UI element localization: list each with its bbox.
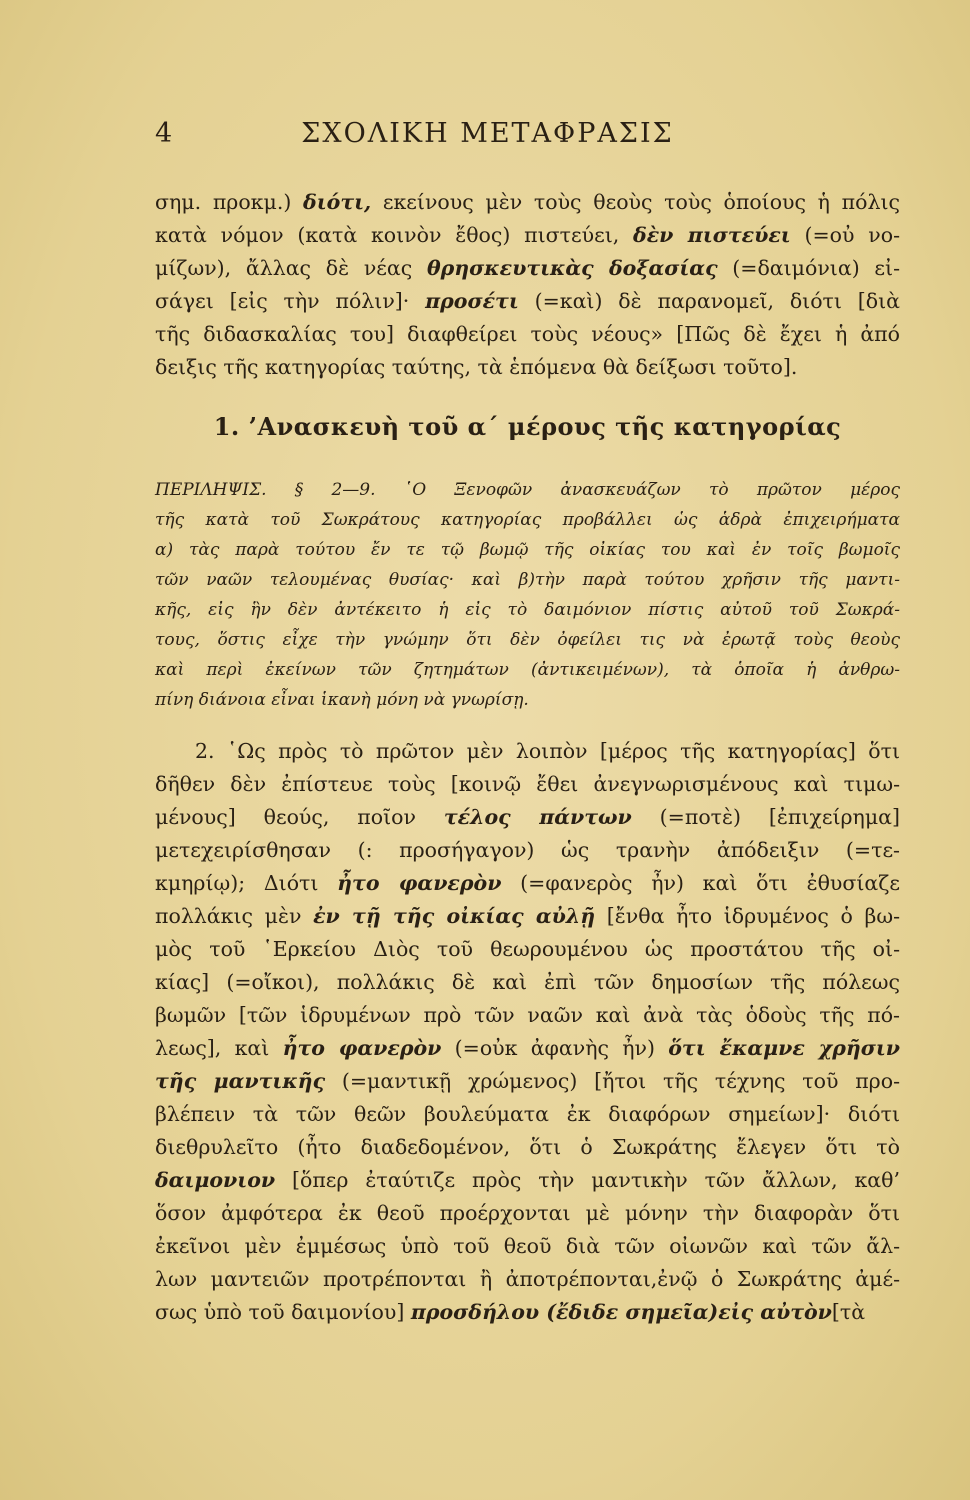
paragraph-line [155, 735, 900, 768]
text-run: τῶν ναῶν τελουμένας θυσίας· καὶ β)τὴν παρὰ τούτου χρῆσιν τῆς μαντι- [155, 570, 900, 590]
summary-line [155, 535, 900, 565]
emphasis-run: ἦτο φανερὸν [337, 871, 502, 895]
section-heading: 1. ’Ανασκευὴ τοῦ α΄ μέρους τῆς κατηγορίας [213, 412, 842, 441]
page-number: 4 [155, 118, 173, 149]
text-run: μὸς τοῦ ῾Ερκείου Διὸς τοῦ θεωρουμένου ὡς προστάτου τῆς οἰ- [155, 937, 900, 961]
text-run: πολλάκις μὲν [155, 904, 314, 928]
text-run: (=οὐκ ἀφανὴς ἦν) [441, 1036, 669, 1060]
paragraph-line [155, 1197, 900, 1230]
emphasis-run: δὲν πιστεύει [633, 223, 791, 247]
text-run: ὅσον ἀμφότερα ἐκ θεοῦ προέρχονται μὲ μόνην τὴν διαφορὰν ὅτι [155, 1201, 900, 1225]
paragraph-line [155, 1065, 900, 1098]
paragraph-line [155, 999, 900, 1032]
summary-line [155, 655, 900, 685]
text-run: τῆς κατὰ τοῦ Σωκράτους κατηγορίας προβάλλει ὡς ἁδρὰ ἐπιχειρήματα [155, 510, 900, 530]
paragraph-line [155, 966, 900, 999]
summary-line [155, 475, 900, 505]
paragraph-line [155, 933, 900, 966]
text-run: (=δαιμόνια) εἰ- [717, 256, 900, 280]
summary-line [155, 595, 900, 625]
paragraph-line [155, 1296, 900, 1329]
text-run: ΠΕΡΙΛΗΨΙΣ. § 2—9. ῾Ο Ξενοφῶν ἀνασκευάζων τὸ πρῶτον μέρος [155, 480, 900, 500]
text-run: (=φανερὸς ἦν) καὶ ὅτι ἐθυσίαζε [501, 871, 900, 895]
text-run: βλέπειν τὰ τῶν θεῶν βουλεύματα ἐκ διαφόρων σημείων]· διότι [155, 1102, 900, 1126]
page-header [155, 118, 820, 158]
running-title: ΣΧΟΛΙΚΗ ΜΕΤΑΦΡΑΣΙΣ [301, 118, 674, 149]
emphasis-run: διότι, [303, 190, 372, 214]
text-run: (=μαντικῇ χρώμενος) [ἤτοι τῆς τέχνης τοῦ προ- [325, 1069, 900, 1093]
paragraph-line [155, 834, 900, 867]
text-run: δειξις τῆς κατηγορίας ταύτης, τὰ ἑπόμενα θὰ δείξωσι τοῦτο]. [155, 355, 798, 379]
emphasis-run: ἐν τῇ τῆς οἰκίας αὐλῇ [313, 904, 596, 928]
text-run: διεθρυλεῖτο (ἦτο διαδεδομένον, ὅτι ὁ Σωκράτης ἔλεγεν ὅτι τὸ [155, 1135, 900, 1159]
summary-line [155, 685, 900, 715]
intro-line [155, 351, 900, 384]
text-run: α) τὰς παρὰ τούτου ἔν τε τῷ βωμῷ τῆς οἰκίας του καὶ ἐν τοῖς βωμοῖς [155, 540, 900, 560]
emphasis-run: προσέτι [425, 289, 519, 313]
text-run: τους, ὅστις εἶχε τὴν γνώμην ὅτι δὲν ὀφείλει τις νὰ ἐρωτᾷ τοὺς θεοὺς [155, 630, 900, 650]
text-run: λων μαντειῶν προτρέπονται ἢ ἀποτρέπονται,ἐνῷ ὁ Σωκράτης ἀμέ- [155, 1267, 900, 1291]
emphasis-run: ὅτι ἔκαμνε χρῆσιν [668, 1036, 900, 1060]
text-run: τῆς διδασκαλίας του] διαφθείρει τοὺς νέους» [Πῶς δὲ ἔχει ἡ ἀπό [155, 322, 900, 346]
text-run: βωμῶν [τῶν ἱδρυμένων πρὸ τῶν ναῶν καὶ ἀνὰ τὰς ὁδοὺς τῆς πό- [155, 1003, 900, 1027]
intro-line [155, 318, 900, 351]
paragraph-line [155, 1164, 900, 1197]
text-run: δῆθεν δὲν ἐπίστευε τοὺς [κοινῷ ἔθει ἀνεγνωρισμένους καὶ τιμω- [155, 772, 900, 796]
paragraph-line [155, 1263, 900, 1296]
text-run: (=ποτὲ) [ἐπιχείρημα] [631, 805, 901, 829]
intro-line [155, 186, 900, 219]
paragraph-line [155, 867, 900, 900]
text-run: 2. ῾Ως πρὸς τὸ πρῶτον μὲν λοιπὸν [μέρος τῆς κατηγορίας] ὅτι [195, 739, 900, 763]
emphasis-run: ἦτο φανερὸν [282, 1036, 442, 1060]
body-text [155, 186, 900, 1329]
paragraph-line [155, 801, 900, 834]
text-run: κίας] (=οἴκοι), πολλάκις δὲ καὶ ἐπὶ τῶν δημοσίων τῆς πόλεως [155, 970, 900, 994]
summary-line [155, 625, 900, 655]
text-run: μετεχειρίσθησαν (: προσήγαγον) ὡς τρανὴν ἀπόδειξιν (=τε- [155, 838, 900, 862]
paragraph-line [155, 1131, 900, 1164]
paragraph-2 [155, 735, 900, 1329]
text-run: (=οὐ νο- [790, 223, 900, 247]
text-run: [τὰ [831, 1300, 866, 1324]
emphasis-run: θρησκευτικὰς δοξασίας [426, 256, 718, 280]
text-run: καὶ περὶ ἐκείνων τῶν ζητημάτων (ἀντικειμένων), τὰ ὁποῖα ἡ ἀνθρω- [155, 660, 900, 680]
intro-line [155, 219, 900, 252]
text-run: μένους] θεούς, ποῖον [155, 805, 444, 829]
text-run: μίζων), ἄλλας δὲ νέας [155, 256, 427, 280]
paragraph-line [155, 1032, 900, 1065]
paragraph-line [155, 768, 900, 801]
summary-block [155, 475, 900, 715]
summary-line [155, 505, 900, 535]
paragraph-line [155, 900, 900, 933]
text-run: κῆς, εἰς ἣν δὲν ἀντέκειτο ἡ εἰς τὸ δαιμόνιον πίστις αὐτοῦ τοῦ Σωκρά- [155, 600, 900, 620]
text-run: σημ. προκμ.) [155, 190, 304, 214]
text-run: κατὰ νόμον (κατὰ κοινὸν ἔθος) πιστεύει, [155, 223, 634, 247]
text-run: κμηρίῳ); Διότι [155, 871, 338, 895]
emphasis-run: προσδήλου (ἔδιδε σημεῖα)εἰς αὐτὸν [410, 1300, 832, 1324]
intro-paragraph [155, 186, 900, 384]
text-run: σως ὑπὸ τοῦ δαιμονίου] [155, 1300, 411, 1324]
text-run: πίνη διάνοια εἶναι ἱκανὴ μόνη νὰ γνωρίσῃ. [155, 690, 529, 710]
emphasis-run: τῆς μαντικῆς [155, 1069, 326, 1093]
text-run: λεως], καὶ [155, 1036, 283, 1060]
emphasis-run: δαιμονιον [155, 1168, 276, 1192]
paragraph-line [155, 1098, 900, 1131]
text-run: ἐκεῖνοι μὲν ἐμμέσως ὑπὸ τοῦ θεοῦ διὰ τῶν οἰωνῶν καὶ τῶν ἄλ- [155, 1234, 900, 1258]
text-run: [ἔνθα ἦτο ἱδρυμένος ὁ βω- [595, 904, 900, 928]
text-run: σάγει [εἰς τὴν πόλιν]· [155, 289, 426, 313]
intro-line [155, 252, 900, 285]
emphasis-run: τέλος πάντων [443, 805, 632, 829]
intro-line [155, 285, 900, 318]
text-run: [ὅπερ ἐταύτιζε πρὸς τὴν μαντικὴν τῶν ἄλλων, καθ’ [275, 1168, 900, 1192]
summary-line [155, 565, 900, 595]
text-run: (=καὶ) δὲ παρανομεῖ, διότι [διὰ [518, 289, 900, 313]
paragraph-line [155, 1230, 900, 1263]
text-run: εκείνους μὲν τοὺς θεοὺς τοὺς ὁποίους ἡ πόλις [371, 190, 900, 214]
